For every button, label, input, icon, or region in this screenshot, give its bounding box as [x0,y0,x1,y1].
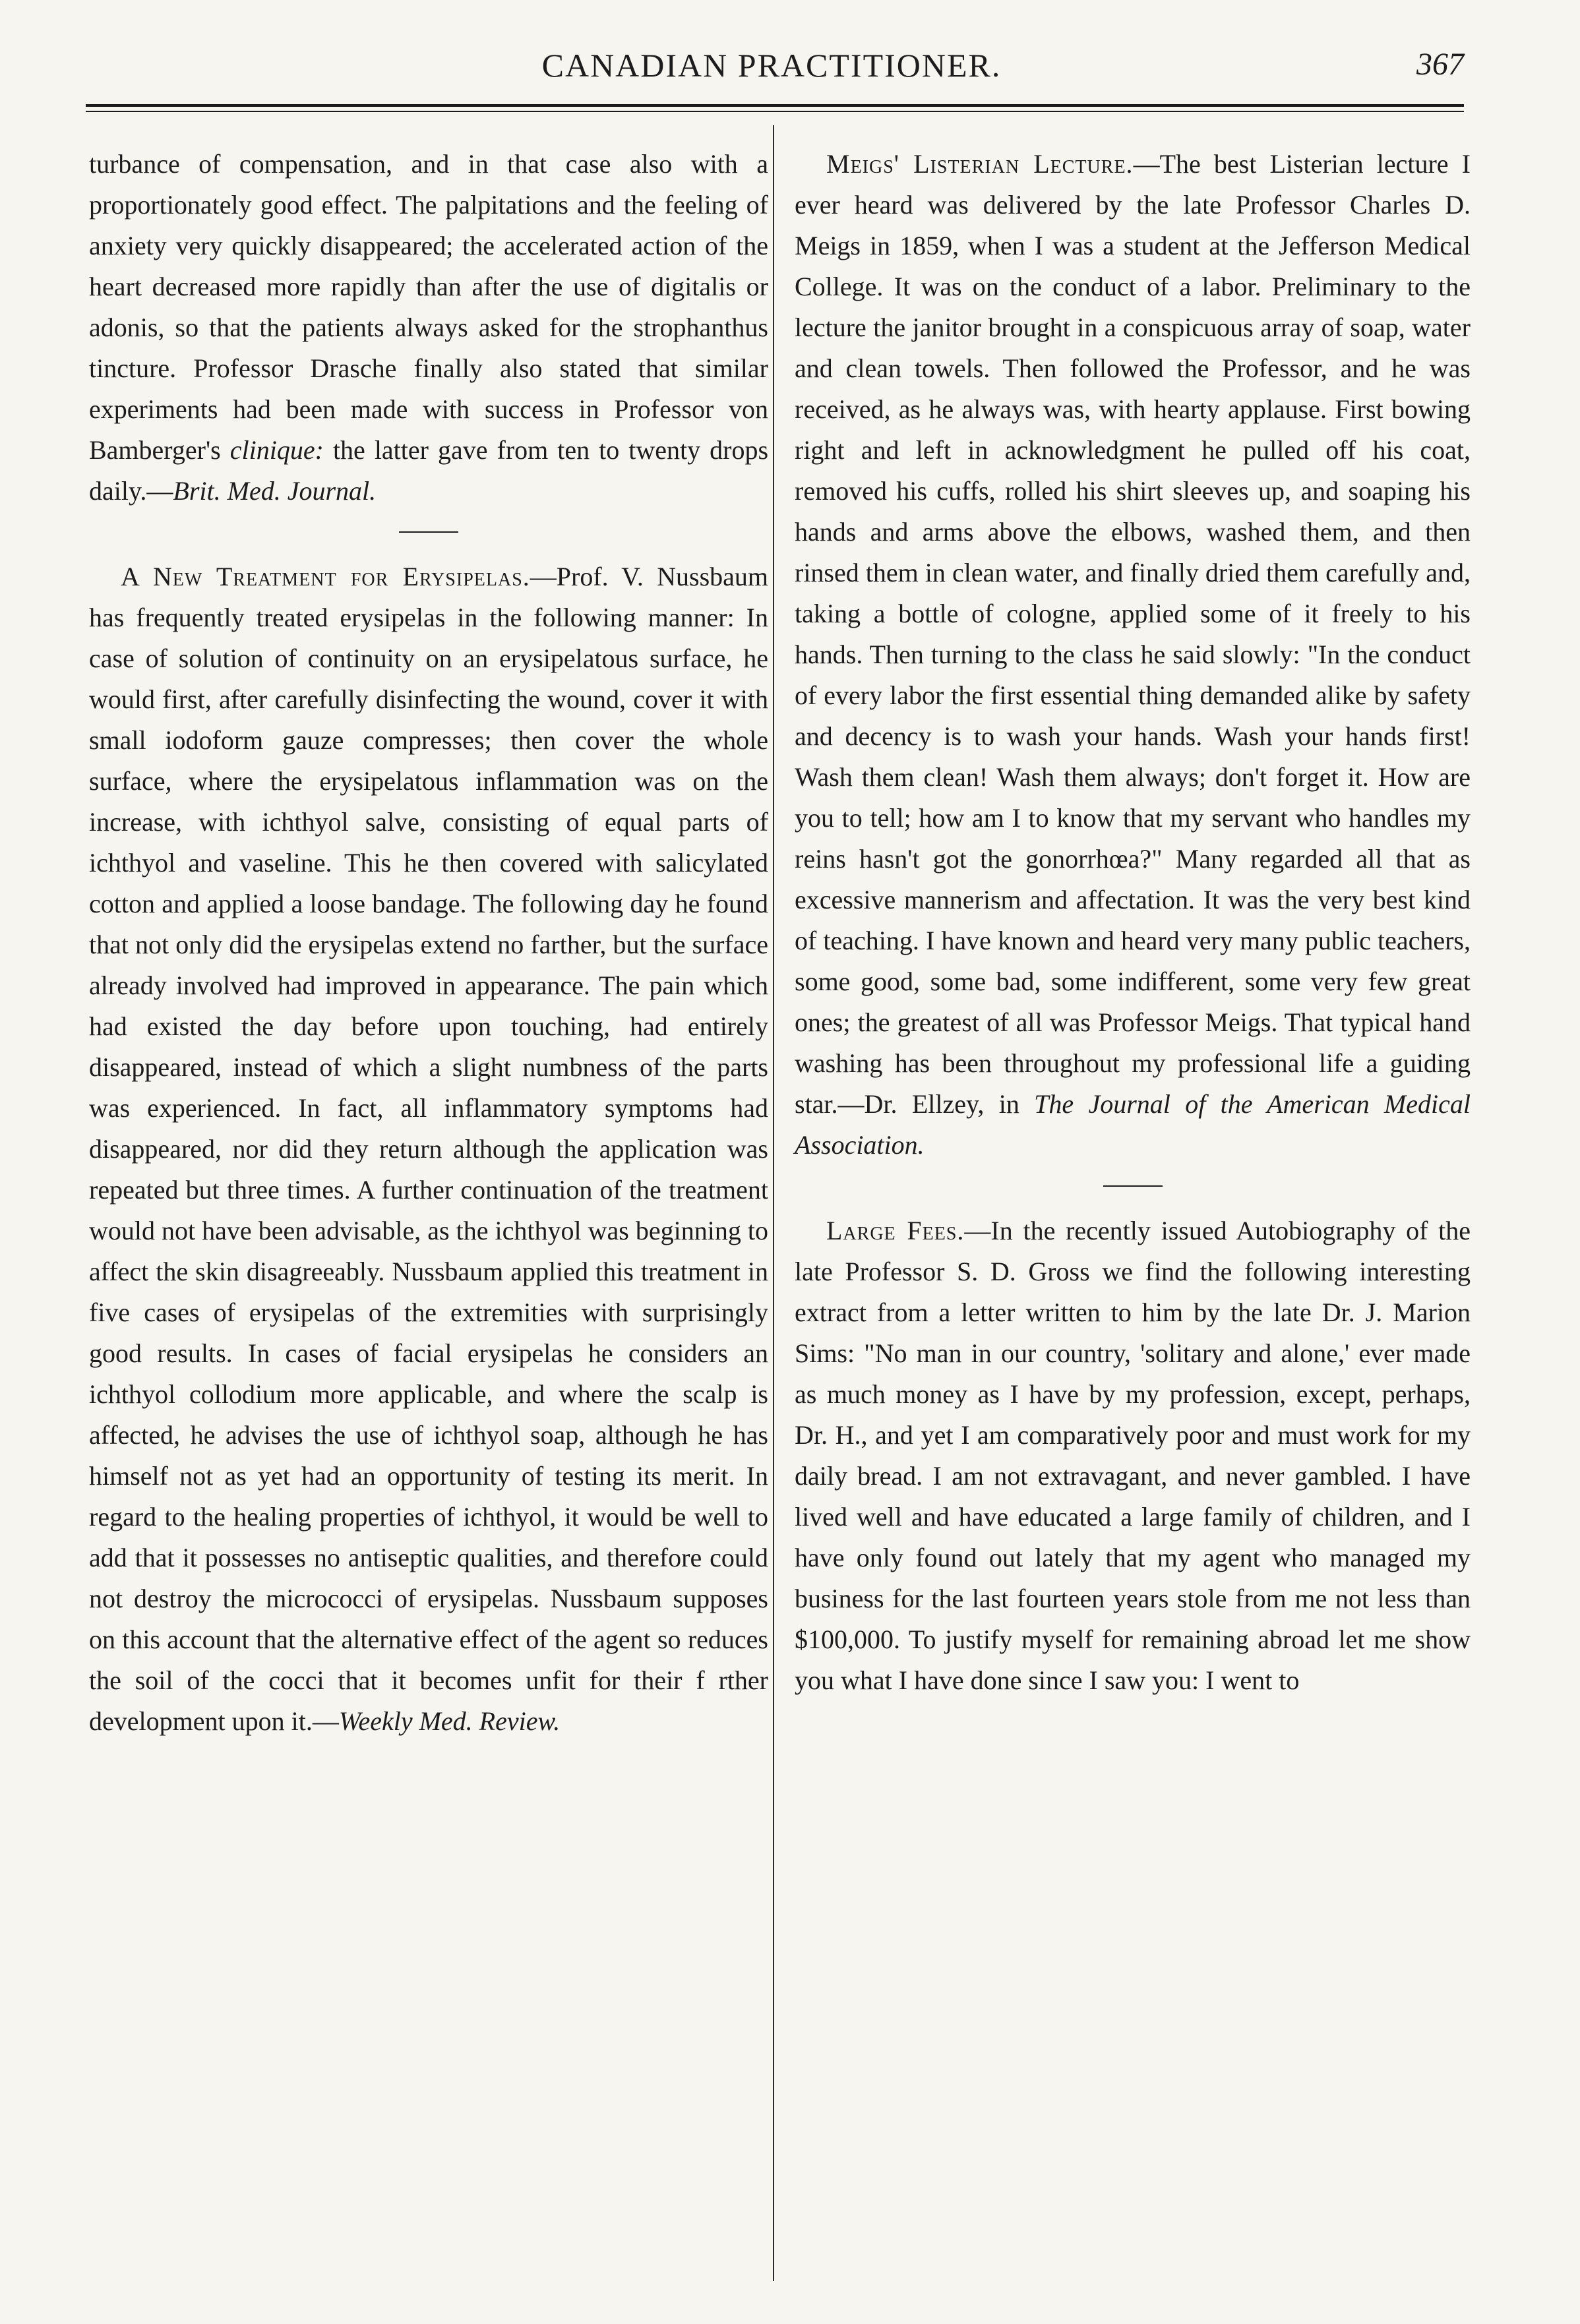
column-divider [773,125,774,2281]
page-header [79,46,1464,99]
article-body: —Prof. V. Nussbaum has frequently treated erysipelas in the following manner: In case of solution of continuity on an erysipelatous surface, he would first, after carefully disinfecting the wound, cover it with small iodoform gauze compresses; then cover the whole surface, where the erysipelatous inflammation was on the increase, with ichthyol salve, consisting of equal parts of ichthyol and vaseline. This he then covered with salicylated cotton and applied a loose bandage. The following day he found that not only did the erysipelas extend no farther, but the surface already involved had improved in appearance. The pain which had existed the day before upon touching, had entirely disappeared, instead of which a slight numbness of the parts was experienced. In fact, all inflammatory symptoms had disappeared, nor did they return although the application was repeated but three times. A further continuation of the treatment would not have been advisable, as the ichthyol was beginning to affect the skin disagreeably. Nussbaum applied this treatment in five cases of erysipelas of the extremities with surprisingly good results. In cases of facial erysipelas he considers an ichthyol collodium more applicable, and where the scalp is affected, he advises the use of ichthyol soap, although he has himself not as yet had an opportunity of testing its merit. In regard to the healing properties of ichthyol, it would be well to add that it possesses no antiseptic qualities, and therefore could not destroy the micrococci of erysipelas. Nussbaum supposes on this account that the alternative effect of the agent so reduces the soil of the cocci that it becomes unfit for their f rther development upon it.— [89,562,768,1736]
page-number: 367 [1416,47,1464,82]
article-title: Large Fees. [826,1216,965,1245]
header-rule-thin [86,111,1464,112]
italic-term: clinique: [229,435,324,465]
section-divider [399,531,458,533]
paragraph-text: the latter gave from ten to twenty drops daily.— [89,435,769,506]
article-title: A New Treatment for Erysipelas. [121,562,530,591]
article-title: Meigs' Listerian Lecture. [826,149,1134,179]
source-citation: Brit. Med. Journal. [173,476,377,506]
source-citation: The Journal of the American Medical Association. [795,1089,1471,1160]
article-body: —In the recently issued Autobiography of the late Professor S. D. Gross we find the following interesting extract from a letter written to him by the late Dr. J. Marion Sims: "No man in our country, 'solitary and alone,' ever made as much money as I have by my profession, except, perhaps, Dr. H., and yet I am comparatively poor and must work for my daily bread. I am not extravagant, and never gambled. I have lived well and have educated a large family of children, and I have only found out lately that my agent who managed my business for the last fourteen years stole from me not less than $100,000. To justify myself for remaining abroad let me show you what I have done since I saw you: I went to [795,1216,1471,1695]
section-divider [1103,1185,1163,1187]
article-body: —The best Listerian lecture I ever heard was delivered by the late Professor Charles D. Meigs in 1859, when I was a student at the Jefferson Medical College. It was on the conduct of a labor. Preliminary to the lecture the janitor brought in a conspicuous array of soap, water and clean towels. Then followed the Professor, and he was received, as he always was, with hearty applause. First bowing right and left in acknowledgment he pulled off his coat, removed his cuffs, rolled his shirt sleeves up, and soaping his hands and arms above the elbows, washed them, and then rinsed them in clean water, and finally dried them carefully and, taking a bottle of cologne, applied some of it freely to his hands. Then turning to the class he said slowly: "In the conduct of every labor the first essential thing demanded alike by safety and decency is to wash your hands. Wash your hands first! Wash them clean! Wash them always; don't forget it. How are you to tell; how am I to know that my servant who handles my reins hasn't got the gonorrhœa?" Many regarded all that as excessive mannerism and affectation. It was the very best kind of teaching. I have known and heard very many public teachers, some good, some bad, some indifferent, some very few great ones; the greatest of all was Professor Meigs. That typical hand washing has been throughout my professional life a guiding star.—Dr. Ellzey, in [795,149,1471,1119]
article-erysipelas [89,556,768,1742]
header-rule [86,104,1464,107]
running-title: CANADIAN PRACTITIONER. [541,47,1002,84]
paragraph-text: turbance of compensation, and in that case also with a proportionately good effect. The palpitations and the feeling of anxiety very quickly disappeared; the accelerated action of the heart decreased more rapidly than after the use of digitalis or adonis, so that the patients always asked for the strophanthus tincture. Professor Drasche finally also stated that similar experiments had been made with success in Professor von Bamberger's [89,149,768,465]
source-citation: Weekly Med. Review. [338,1706,561,1736]
article-large-fees [795,1210,1471,1701]
right-column [795,144,1471,1701]
left-column [89,144,768,1742]
article-meigs [795,144,1471,1166]
article-paragraph [89,144,768,512]
